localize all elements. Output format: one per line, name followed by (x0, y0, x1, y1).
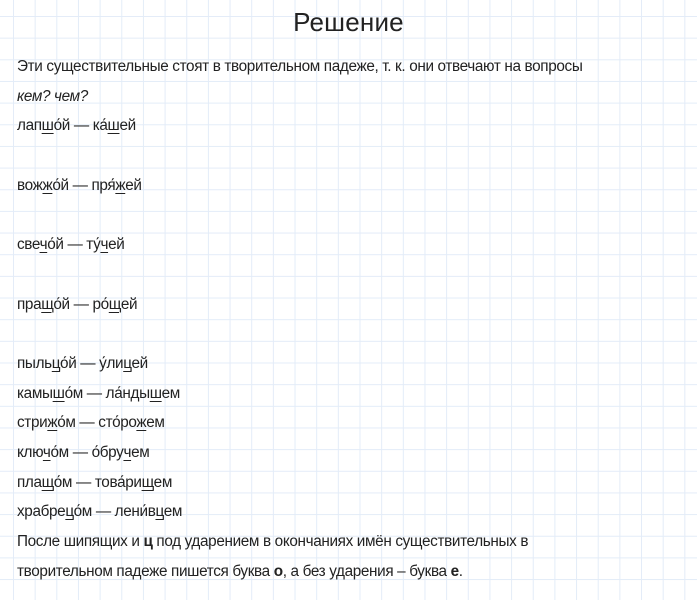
word-pair-left (17, 474, 72, 491)
word-part: ей (125, 176, 142, 194)
word-part: ей (119, 117, 136, 135)
word-part: о́й (53, 295, 70, 313)
word-pair-left (17, 117, 70, 134)
underlined-letter: щ (41, 295, 54, 313)
word-part: о́м (53, 473, 73, 491)
word-part: пыль (17, 354, 52, 372)
word-part: у́ли (99, 354, 124, 372)
word-pair (17, 408, 687, 438)
dash: — (68, 176, 92, 194)
rule-text: После шипящих и (17, 533, 144, 550)
word-pair-left (17, 177, 69, 194)
underlined-letter: щ (41, 473, 54, 491)
word-pair-right (106, 385, 180, 402)
intro-text: Эти существительные стоят в творительном падеже, т. к. они отвечают на вопросы (17, 58, 583, 75)
word-part: о́й (60, 354, 77, 372)
underlined-letter: ц (155, 503, 164, 521)
word-part: о́й (47, 236, 64, 254)
dash: — (82, 384, 106, 402)
underlined-letter: ц (51, 354, 61, 372)
bold-letter: о (273, 562, 283, 580)
word-pair-left (17, 385, 83, 402)
bold-letter: е (450, 562, 459, 580)
rule-text: под ударением в окончаниях имён существительных в (152, 533, 529, 550)
word-part: пря́ (91, 176, 116, 194)
word-part: о́м (50, 443, 69, 461)
word-part: о́й (53, 117, 70, 135)
word-part: това́ри (94, 473, 142, 491)
word-pair (17, 171, 687, 201)
dash: — (68, 443, 92, 461)
word-part: ем (131, 443, 150, 461)
dash: — (72, 473, 95, 491)
blank-line (17, 200, 687, 230)
rule-text: , а без ударения – буква (282, 562, 451, 580)
word-pair-right (92, 296, 137, 313)
word-part: лени́в (114, 503, 156, 521)
underlined-letter: ч (39, 236, 48, 254)
word-part: о́бру (91, 443, 124, 461)
solution-content (17, 52, 687, 586)
intro-questions: кем? чем? (17, 87, 88, 105)
word-part: о́м (57, 414, 76, 432)
word-pair-right (98, 414, 164, 431)
word-part: све (17, 236, 40, 254)
word-pair (17, 379, 687, 409)
word-part: ей (131, 354, 148, 372)
underlined-letter: ч (123, 443, 132, 461)
underlined-letter: ч (42, 443, 51, 461)
word-pair (17, 230, 687, 260)
word-part: о́м (73, 503, 92, 521)
word-pair-right (93, 117, 136, 134)
rule-text-line-1 (17, 527, 687, 557)
word-part: лап (17, 117, 42, 135)
dash: — (76, 354, 100, 372)
word-pair-right (99, 355, 148, 372)
underlined-letter: ш (52, 384, 65, 402)
dash: — (63, 236, 87, 254)
underlined-letter: ц (65, 503, 74, 521)
word-pair-left (17, 296, 70, 313)
word-pair-left (17, 236, 64, 253)
word-part: ем (146, 414, 165, 432)
blank-line (17, 260, 687, 290)
rule-text: . (458, 562, 463, 580)
blank-line (17, 319, 687, 349)
dash: — (69, 295, 93, 313)
underlined-letter: ж (42, 176, 53, 194)
word-part: клю (17, 443, 43, 461)
word-part: ро́ (92, 295, 109, 313)
word-pair (17, 468, 687, 498)
word-part: сто́ро (98, 414, 137, 432)
word-pair (17, 290, 687, 320)
word-part: ла́нды (105, 384, 150, 402)
word-pair-right (115, 503, 182, 520)
word-pair-right (92, 444, 150, 461)
underlined-letter: ж (136, 414, 147, 432)
word-part: ем (153, 473, 172, 491)
word-pair (17, 497, 687, 527)
word-pair (17, 438, 687, 468)
word-part: о́й (52, 176, 69, 194)
word-pair-left (17, 355, 76, 372)
word-part: пла (17, 473, 42, 491)
word-part: ту́ (86, 236, 101, 254)
underlined-letter: ж (115, 176, 126, 194)
word-part: пра (17, 295, 42, 313)
word-part: ей (120, 295, 138, 313)
rule-text: творительном падеже пишется буква (17, 562, 274, 580)
word-part: ка́ (92, 117, 108, 135)
underlined-letter: ч (100, 236, 109, 254)
word-pair-left (17, 444, 69, 461)
word-part: ем (163, 503, 183, 521)
bold-letter: ц (143, 533, 153, 550)
word-pairs-list (17, 111, 687, 527)
dash: — (75, 414, 99, 432)
underlined-letter: ш (41, 117, 54, 135)
word-pair-right (91, 177, 141, 194)
underlined-letter: ш (149, 384, 162, 402)
word-pair-left (17, 503, 92, 520)
word-part: ем (161, 384, 180, 402)
word-part: храбре (17, 503, 66, 521)
word-pair (17, 349, 687, 379)
word-pair (17, 111, 687, 141)
word-part: стри (17, 414, 48, 432)
underlined-letter: щ (141, 473, 154, 491)
word-pair-right (95, 474, 172, 491)
word-part: о́м (64, 384, 83, 402)
word-pair-left (17, 414, 76, 431)
blank-line (17, 141, 687, 171)
page-title: Решение (293, 7, 404, 37)
rule-text-line-2 (17, 557, 687, 587)
underlined-letter: щ (108, 295, 121, 313)
dash: — (91, 503, 115, 521)
underlined-letter: ц (123, 354, 132, 372)
underlined-letter: ж (47, 414, 58, 432)
underlined-letter: ш (107, 117, 120, 135)
word-pair-right (86, 236, 124, 253)
dash: — (69, 117, 93, 135)
word-part: ей (108, 236, 125, 254)
word-part: вож (17, 176, 43, 194)
word-part: камы (17, 384, 53, 402)
